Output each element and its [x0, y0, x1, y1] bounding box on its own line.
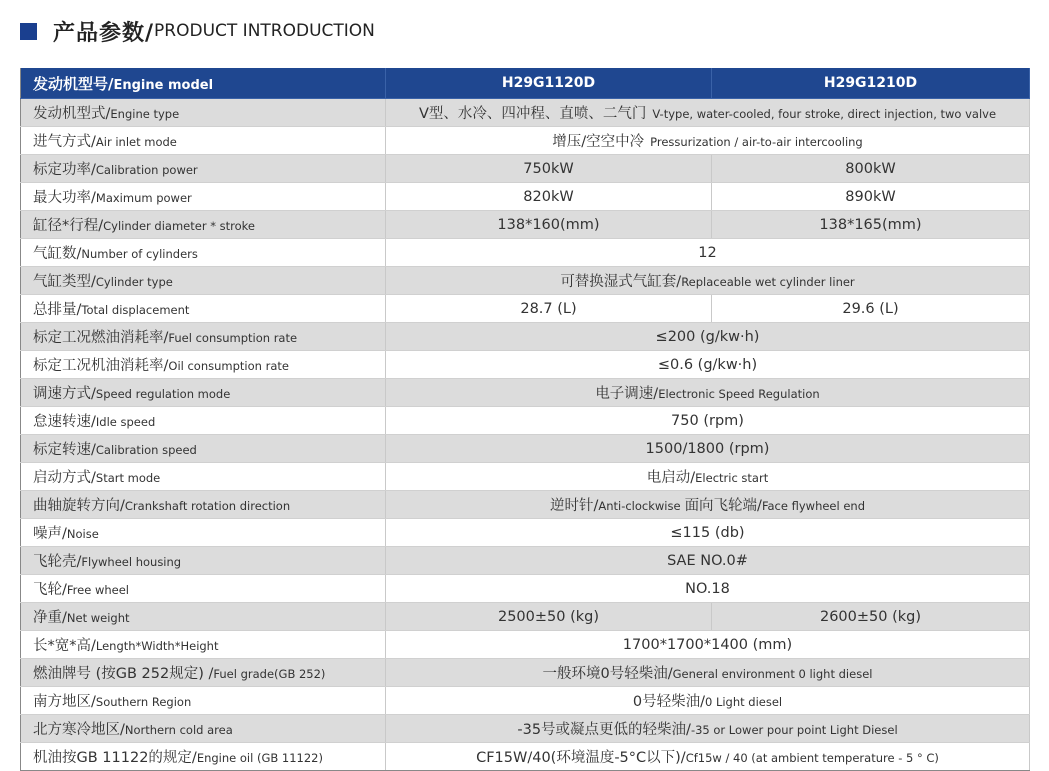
- cell-text: 750kW: [523, 160, 574, 177]
- row-label-cn: 机油按GB 11122的规定/: [33, 750, 197, 766]
- row-label-cn: 标定功率/: [33, 162, 96, 178]
- table-row: [21, 659, 1030, 687]
- row-label-en: Calibration speed: [95, 443, 197, 457]
- row-value: [386, 631, 1030, 659]
- title-en: PRODUCT INTRODUCTION: [154, 21, 375, 41]
- row-value: [386, 491, 1030, 519]
- row-value-en: V-type, water-cooled, four stroke, direct injection, two valve: [652, 107, 997, 121]
- row-label: [21, 295, 386, 323]
- row-label-cn: 标定工况机油消耗率/: [33, 358, 169, 374]
- row-value-cn: 1700*1700*1400 (mm): [622, 636, 793, 653]
- row-value: [386, 127, 1030, 155]
- row-label-cn: 缸径*行程/: [33, 218, 104, 234]
- row-value-en: Replaceable wet cylinder liner: [681, 275, 855, 289]
- cell-text: 28.7 (L): [520, 300, 577, 317]
- row-label-cn: 气缸数/: [33, 246, 82, 262]
- table-row: [21, 379, 1030, 407]
- table-row: [21, 687, 1030, 715]
- row-label-cn: 最大功率/: [33, 190, 96, 206]
- row-value-cn: SAE NO.0#: [667, 552, 748, 569]
- row-label: [21, 183, 386, 211]
- row-label-cn: 曲轴旋转方向/: [33, 498, 125, 514]
- row-label-en: Cylinder type: [95, 275, 173, 289]
- row-label-cn: 启动方式/: [33, 470, 96, 486]
- row-label: [21, 211, 386, 239]
- row-value: [386, 351, 1030, 379]
- row-label: [21, 491, 386, 519]
- row-value-model-a: [386, 603, 712, 631]
- row-value: [386, 743, 1030, 771]
- table-row: [21, 239, 1030, 267]
- row-label: [21, 743, 386, 771]
- row-value-cn: ≤0.6 (g/kw·h): [657, 356, 758, 373]
- row-value: [386, 239, 1030, 267]
- row-label-en: Calibration power: [95, 163, 198, 177]
- row-value: [386, 463, 1030, 491]
- cell-text: 800kW: [845, 160, 896, 177]
- row-value-en-2: Face flywheel end: [761, 499, 866, 513]
- row-value: [386, 323, 1030, 351]
- row-label-en: Oil consumption rate: [168, 359, 289, 373]
- row-label-cn: 进气方式/: [33, 134, 96, 150]
- row-value-model-b: [712, 183, 1030, 211]
- table-row: [21, 547, 1030, 575]
- row-value-en: 0 Light diesel: [704, 695, 783, 709]
- row-label-en: Engine oil (GB 11122): [196, 751, 323, 765]
- row-value: [386, 547, 1030, 575]
- table-row: [21, 323, 1030, 351]
- row-label: [21, 323, 386, 351]
- row-label-cn: 净重/: [33, 610, 67, 626]
- row-value: [386, 659, 1030, 687]
- row-label-en: Fuel grade(GB 252): [213, 667, 326, 681]
- row-label: [21, 99, 386, 127]
- row-label: [21, 659, 386, 687]
- row-value-model-a: [386, 211, 712, 239]
- row-label: [21, 547, 386, 575]
- row-label-en: Maximum power: [95, 191, 192, 205]
- row-value-cn: 增压/空空中冷: [552, 134, 645, 150]
- row-value-en: Pressurization / air-to-air intercooling: [650, 135, 863, 149]
- row-label-en: Total displacement: [81, 303, 190, 317]
- row-label-en: Flywheel housing: [81, 555, 182, 569]
- spec-table: [20, 68, 1030, 771]
- row-label-cn: 长*宽*高/: [33, 638, 96, 654]
- cell-text: 2600±50 (kg): [819, 608, 922, 625]
- row-value-cn: ≤115 (db): [670, 524, 745, 541]
- title-cn: 产品参数/: [53, 20, 155, 46]
- row-label-en: Idle speed: [95, 415, 156, 429]
- row-label-en: Northern cold area: [124, 723, 233, 737]
- row-label-en: Number of cylinders: [81, 247, 198, 261]
- row-value-en: Electronic Speed Regulation: [658, 387, 820, 401]
- row-label-cn: 气缸类型/: [33, 274, 96, 290]
- cell-text: 138*165(mm): [819, 216, 922, 233]
- row-label-en: Fuel consumption rate: [168, 331, 298, 345]
- row-value-model-b: [712, 211, 1030, 239]
- row-value-cn: NO.18: [685, 580, 730, 597]
- row-label-en: Noise: [66, 527, 99, 541]
- row-label-cn: 标定工况燃油消耗率/: [33, 330, 169, 346]
- row-value-en: Electric start: [695, 471, 769, 485]
- row-value-model-a: [386, 183, 712, 211]
- row-label-cn: 噪声/: [33, 526, 67, 542]
- row-label-cn: 南方地区/: [33, 694, 96, 710]
- table-row: [21, 435, 1030, 463]
- table-header-row: [21, 68, 1030, 99]
- row-value-model-b: [712, 603, 1030, 631]
- row-label: [21, 407, 386, 435]
- row-label: [21, 631, 386, 659]
- row-value-cn: 12: [698, 244, 717, 261]
- row-value-model-b: [712, 295, 1030, 323]
- table-row: [21, 183, 1030, 211]
- row-value-cn: ≤200 (g/kw·h): [655, 328, 760, 345]
- row-label: [21, 127, 386, 155]
- row-value: [386, 407, 1030, 435]
- row-label-en: Start mode: [95, 471, 161, 485]
- row-label-cn: 标定转速/: [33, 442, 96, 458]
- row-value-cn: V型、水冷、四冲程、直喷、二气门: [418, 106, 647, 122]
- row-label: [21, 239, 386, 267]
- table-row: [21, 127, 1030, 155]
- row-value: [386, 687, 1030, 715]
- table-row: [21, 155, 1030, 183]
- table-row: [21, 407, 1030, 435]
- row-value: [386, 519, 1030, 547]
- cell-text: 29.6 (L): [842, 300, 899, 317]
- row-label: [21, 603, 386, 631]
- row-label-cn: 北方寒冷地区/: [33, 722, 125, 738]
- row-value-en: Cf15w / 40 (at ambient temperature - 5 ° C): [685, 751, 939, 765]
- header-model-a: H29G1120D: [386, 68, 712, 99]
- row-value-cn: 1500/1800 (rpm): [645, 440, 770, 457]
- table-row: [21, 99, 1030, 127]
- row-value-cn: -35号或凝点更低的轻柴油/: [517, 722, 691, 738]
- row-value-en: General environment 0 light diesel: [672, 667, 873, 681]
- row-label-cn: 飞轮/: [33, 582, 67, 598]
- table-row: [21, 351, 1030, 379]
- cell-text: 2500±50 (kg): [497, 608, 600, 625]
- row-value-cn: 逆时针/: [549, 498, 599, 514]
- row-label-en: Air inlet mode: [95, 135, 177, 149]
- row-label: [21, 267, 386, 295]
- row-label: [21, 463, 386, 491]
- row-value-cn: 可替换湿式气缸套/: [560, 274, 682, 290]
- row-label: [21, 519, 386, 547]
- table-row: [21, 575, 1030, 603]
- row-label-en: Free wheel: [66, 583, 129, 597]
- table-row: [21, 491, 1030, 519]
- row-label-en: Southern Region: [95, 695, 192, 709]
- title-square-icon: [20, 23, 37, 40]
- row-label: [21, 575, 386, 603]
- row-label-cn: 燃油牌号 (按GB 252规定) /: [33, 666, 214, 682]
- row-label-en: Net weight: [66, 611, 130, 625]
- table-row: [21, 631, 1030, 659]
- row-label-cn: 怠速转速/: [33, 414, 96, 430]
- cell-text: 890kW: [845, 188, 896, 205]
- header-engine-model: 发动机型号/Engine model: [21, 68, 386, 99]
- row-label-en: Crankshaft rotation direction: [124, 499, 291, 513]
- section-title: [20, 16, 375, 46]
- row-value-model-a: [386, 295, 712, 323]
- table-row: [21, 211, 1030, 239]
- row-value: [386, 99, 1030, 127]
- row-label-cn: 总排量/: [33, 302, 82, 318]
- row-value: [386, 715, 1030, 743]
- row-value-cn: 750 (rpm): [671, 412, 744, 429]
- table-row: [21, 295, 1030, 323]
- row-label: [21, 715, 386, 743]
- row-value-en: -35 or Lower pour point Light Diesel: [690, 723, 898, 737]
- row-value-cn: 0号轻柴油/: [632, 694, 705, 710]
- cell-text: 820kW: [523, 188, 574, 205]
- row-value-cn: 电启动/: [646, 470, 696, 486]
- table-row: [21, 743, 1030, 771]
- row-value-model-a: [386, 155, 712, 183]
- row-label: [21, 435, 386, 463]
- row-value: [386, 435, 1030, 463]
- row-value-cn: 一般环境0号轻柴油/: [542, 666, 673, 682]
- table-row: [21, 715, 1030, 743]
- header-model-b: H29G1210D: [712, 68, 1030, 99]
- table-row: [21, 603, 1030, 631]
- row-value-cn-2: 面向飞轮端/: [684, 498, 762, 514]
- row-label: [21, 687, 386, 715]
- table-row: [21, 267, 1030, 295]
- row-value-model-b: [712, 155, 1030, 183]
- row-value: [386, 575, 1030, 603]
- row-label-en: Speed regulation mode: [95, 387, 231, 401]
- row-label: [21, 155, 386, 183]
- row-value: [386, 379, 1030, 407]
- row-label: [21, 351, 386, 379]
- row-label-cn: 发动机型式/: [33, 106, 111, 122]
- row-label-en: Cylinder diameter * stroke: [103, 219, 255, 233]
- cell-text: 138*160(mm): [497, 216, 600, 233]
- row-value-en: Anti-clockwise: [598, 499, 681, 513]
- row-label-en: Engine type: [110, 107, 180, 121]
- row-label: [21, 379, 386, 407]
- table-row: [21, 463, 1030, 491]
- row-label-cn: 调速方式/: [33, 386, 96, 402]
- row-label-en: Length*Width*Height: [95, 639, 219, 653]
- row-label-cn: 飞轮壳/: [33, 554, 82, 570]
- row-value-cn: CF15W/40(环境温度-5°C以下)/: [476, 750, 686, 766]
- row-value-cn: 电子调速/: [595, 386, 659, 402]
- table-row: [21, 519, 1030, 547]
- row-value: [386, 267, 1030, 295]
